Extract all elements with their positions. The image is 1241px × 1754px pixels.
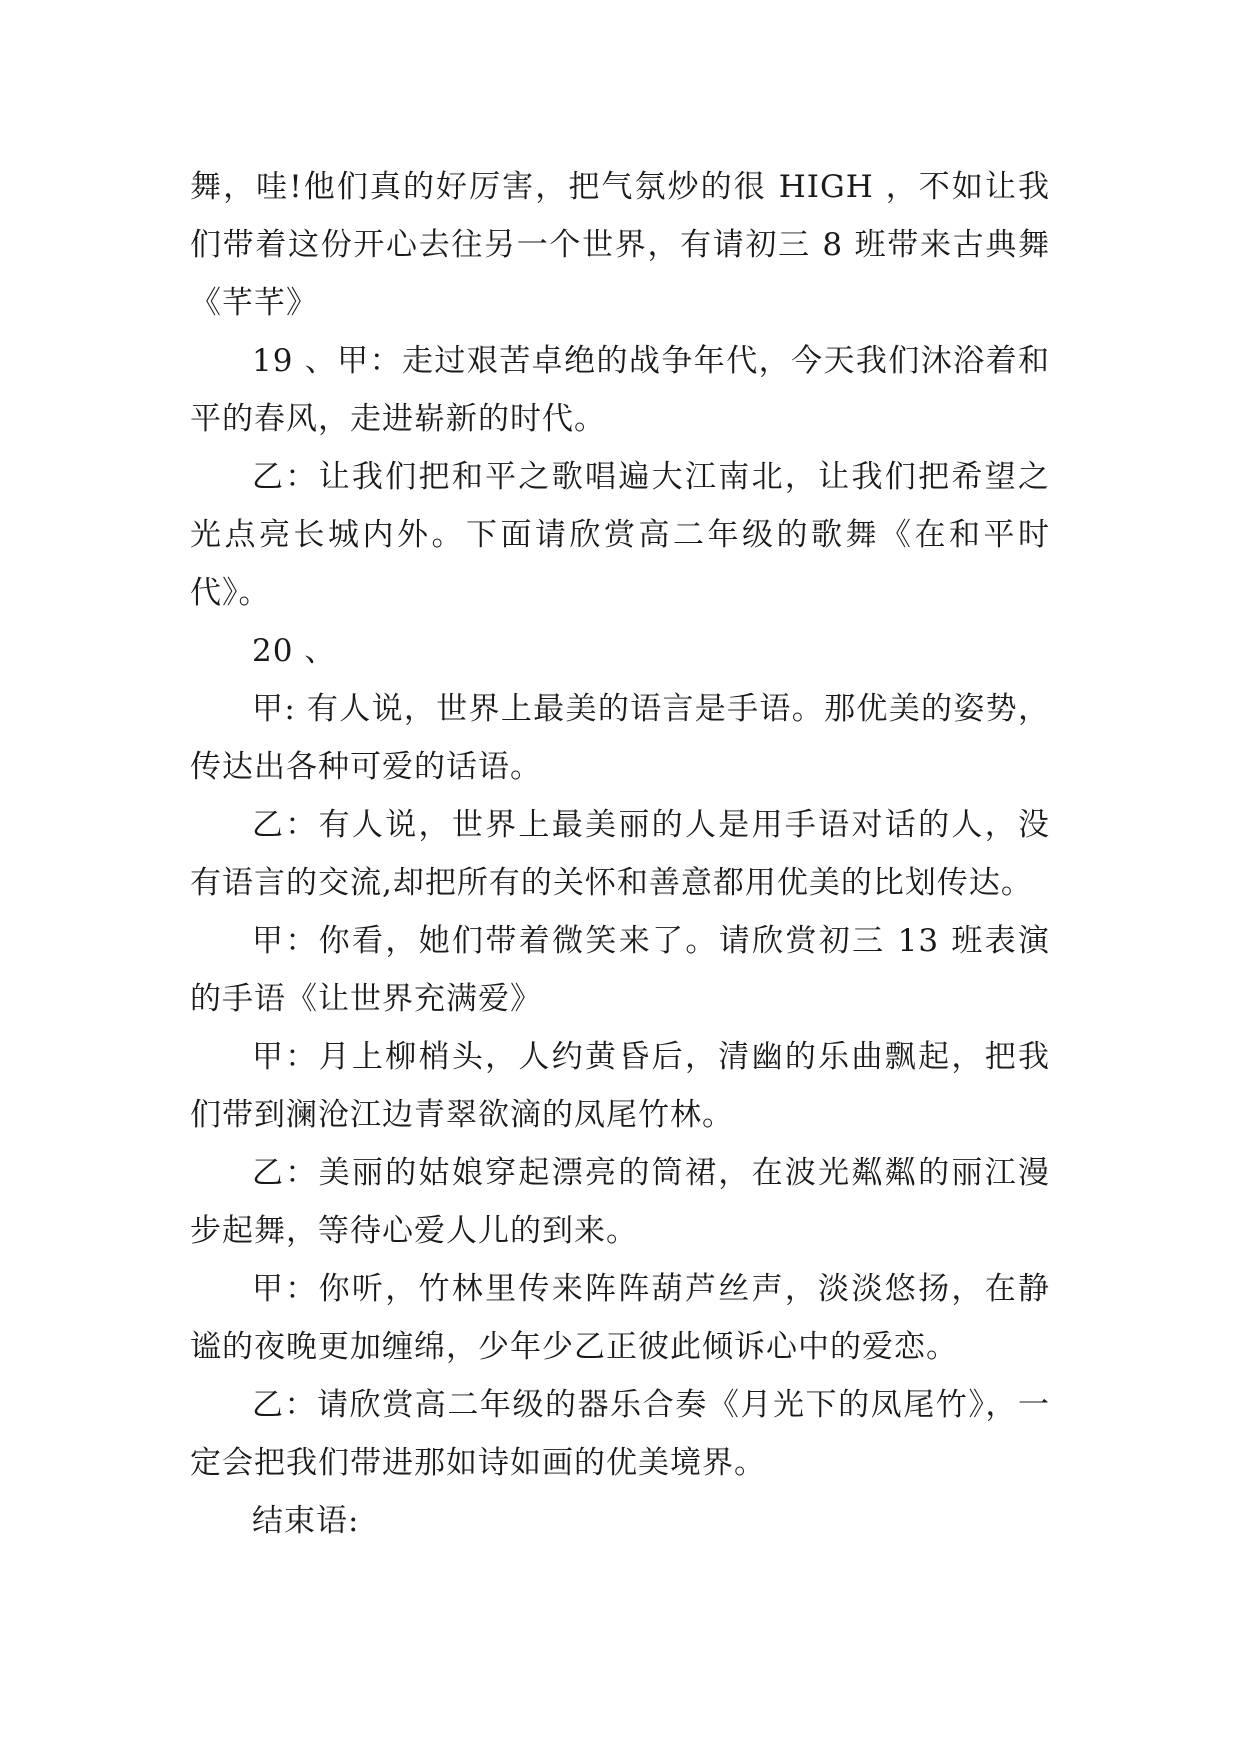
paragraph-host-yi: 乙：请欣赏高二年级的器乐合奏《月光下的凤尾竹》，一定会把我们带进那如诗如画的优美境界。 [190, 1387, 1050, 1481]
paragraph-host-jia: 甲：你听，竹林里传来阵阵葫芦丝声，淡淡悠扬，在静谧的夜晚更加缠绵，少年少乙正彼此倾诉心中的爱恋。 [190, 1271, 1050, 1365]
paragraph-host-jia: 甲：月上柳梢头，人约黄昏后，清幽的乐曲飘起，把我们带到澜沧江边青翠欲滴的凤尾竹林。 [190, 1039, 1050, 1133]
document-body [190, 158, 1050, 1550]
paragraph-host-jia: 甲: 有人说，世界上最美的语言是手语。那优美的姿势，传达出各种可爱的话语。 [190, 691, 1050, 785]
paragraph-closing-heading: 结束语: [252, 1503, 360, 1539]
paragraph-host-yi: 乙：有人说，世界上最美丽的人是用手语对话的人，没有语言的交流,却把所有的关怀和善意都用优美的比划传达。 [190, 807, 1050, 901]
paragraph-continuation: 舞，哇!他们真的好厉害，把气氛炒的很 HIGH ，不如让我们带着这份开心去往另一个世界，有请初三 8 班带来古典舞《芊芊》 [190, 169, 1050, 321]
paragraph-item-19: 19 、甲：走过艰苦卓绝的战争年代，今天我们沐浴着和平的春风，走进崭新的时代。 [190, 343, 1050, 437]
paragraph-host-yi: 乙：美丽的姑娘穿起漂亮的筒裙，在波光粼粼的丽江漫步起舞，等待心爱人儿的到来。 [190, 1155, 1050, 1249]
paragraph-item-20: 20 、 [252, 633, 337, 669]
paragraph-host-yi: 乙：让我们把和平之歌唱遍大江南北，让我们把希望之光点亮长城内外。下面请欣赏高二年级的歌舞《在和平时代》。 [190, 459, 1050, 611]
paragraph-host-jia: 甲：你看，她们带着微笑来了。请欣赏初三 13 班表演的手语《让世界充满爱》 [190, 923, 1050, 1017]
